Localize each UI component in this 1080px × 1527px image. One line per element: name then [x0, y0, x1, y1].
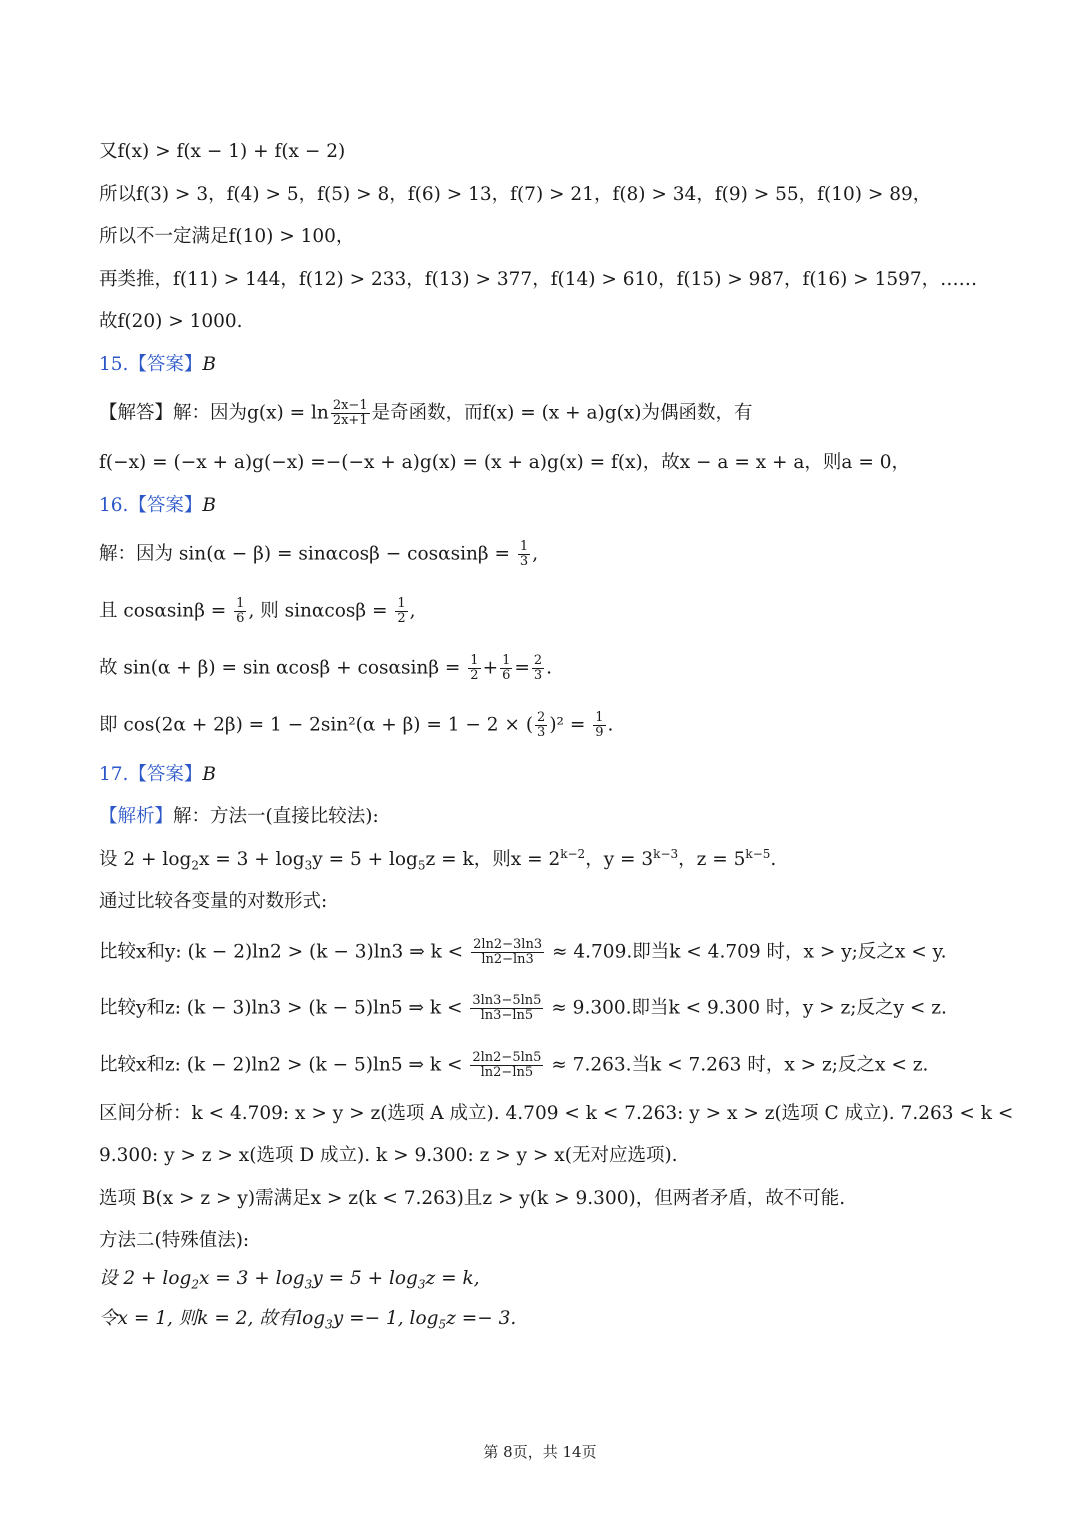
line-text: 选项 B(x > z > y)需满足x > z(k < 7.263)且z > y(k > 9.300)，但两者矛盾，故不可能. — [99, 1188, 846, 1209]
fraction — [532, 654, 544, 683]
text-segment: , — [409, 600, 416, 622]
page-footer — [0, 1441, 1080, 1462]
fraction — [331, 399, 370, 428]
line-text: 故f(20) > 1000. — [99, 311, 243, 332]
text-segment: . — [770, 849, 777, 870]
q17-line-3 — [99, 888, 1020, 916]
denominator: ln2−ln5 — [480, 1065, 534, 1080]
fraction — [471, 938, 544, 967]
q17-line-1 — [99, 803, 1020, 831]
text-segment: y = 5 + log — [312, 1268, 418, 1289]
q17-range-line-1 — [99, 1100, 1020, 1128]
q17-method-2-line-2 — [99, 1305, 1020, 1333]
text-segment: z =− 3. — [446, 1308, 517, 1329]
superscript: k−3 — [653, 846, 679, 861]
fraction — [470, 1051, 543, 1080]
subscript: 5 — [438, 1317, 447, 1332]
text-segment: 比较y和z: (k − 3)ln3 > (k − 5)ln5 ⇒ k < — [99, 997, 469, 1019]
line-text: 9.300: y > z > x(选项 D 成立). k > 9.300: z > y > x(无对应选项). — [99, 1145, 678, 1166]
line-text: 区间分析：k < 4.709: x > y > z(选项 A 成立). 4.709 < k < 7.263: y > x > z(选项 C 成立). 7.263 < k < — [99, 1103, 1014, 1124]
q17-compare-xz — [99, 1051, 1020, 1080]
line-text: 通过比较各变量的对数形式: — [99, 891, 328, 912]
answer-label: 15.【答案】 — [99, 354, 203, 375]
denominator: 9 — [595, 725, 604, 740]
text-segment: y = 5 + log — [312, 849, 418, 870]
text-line — [99, 138, 1020, 166]
numerator: 1 — [595, 710, 604, 725]
q15-answer-heading — [99, 351, 1020, 379]
superscript: k−5 — [745, 846, 771, 861]
denominator: ln2−ln3 — [481, 952, 534, 967]
text-segment: 设 2 + log — [99, 1268, 192, 1289]
text-segment: z = k, — [425, 1268, 480, 1289]
denominator: 2x+1 — [332, 413, 368, 428]
subscript: 5 — [417, 858, 426, 873]
q17-range-line-2 — [99, 1142, 1020, 1170]
numerator: 1 — [502, 653, 511, 668]
answer-value: B — [202, 354, 217, 375]
text-line — [99, 223, 1020, 251]
text-segment: + — [482, 657, 499, 679]
text-line — [99, 308, 1020, 336]
denominator: 6 — [236, 611, 245, 626]
answer-label: 17.【答案】 — [99, 764, 203, 785]
subscript: 3 — [325, 1317, 333, 1332]
numerator: 2x−1 — [332, 398, 368, 413]
text-segment: 比较x和y: (k − 2)ln2 > (k − 3)ln3 ⇒ k < — [99, 941, 470, 963]
fraction — [468, 654, 480, 683]
denominator: 6 — [502, 668, 511, 683]
text-segment: 即 cos(2α + 2β) = 1 − 2sin²(α + β) = 1 − 2 × ( — [99, 714, 534, 736]
line-text: 再类推，f(11) > 144，f(12) > 233，f(13) > 377，f(14) > 610，f(15) > 987，f(16) > 1597，…… — [99, 269, 978, 290]
fraction — [593, 711, 605, 740]
q16-line-2 — [99, 597, 1020, 626]
analysis-label: 【解析】 — [99, 806, 174, 827]
text-segment: , — [532, 543, 539, 565]
subscript: 2 — [191, 1277, 199, 1292]
page-number: 第 8页，共 14页 — [483, 1443, 597, 1461]
text-segment: 设 2 + log — [99, 849, 192, 870]
subscript: 3 — [417, 1277, 426, 1292]
numerator: 1 — [397, 596, 406, 611]
text-segment: 解：因为g(x) = ln — [173, 402, 329, 424]
numerator: 2ln2−5ln5 — [472, 1050, 542, 1065]
fraction — [470, 994, 543, 1023]
denominator: 3 — [533, 668, 543, 683]
q17-method-2-heading — [99, 1227, 1020, 1255]
text-segment: ，y = 3 — [585, 849, 654, 870]
numerator: 1 — [470, 653, 479, 668]
text-segment: 且 cosαsinβ = — [99, 600, 233, 622]
numerator: 2 — [537, 710, 546, 725]
numerator: 1 — [236, 596, 245, 611]
q17-compare-xy — [99, 938, 1020, 967]
line-text: 所以不一定满足f(10) > 100， — [99, 226, 355, 247]
denominator: 2 — [397, 611, 406, 626]
text-segment: . — [546, 657, 553, 679]
text-segment: z = k，则x = 2 — [425, 849, 561, 870]
text-segment: ≈ 7.263.当k < 7.263 时，x > z;反之x < z. — [545, 1054, 929, 1076]
denominator: 3 — [537, 725, 546, 740]
text-segment: y =− 1, log — [332, 1308, 439, 1329]
q17-answer-heading — [99, 761, 1020, 789]
q17-compare-yz — [99, 994, 1020, 1023]
text-segment: x = 3 + log — [198, 1268, 305, 1289]
answer-value: B — [202, 495, 217, 516]
line-text: 方法二(特殊值法): — [99, 1230, 250, 1251]
q17-line-2 — [99, 846, 1020, 874]
text-segment: = — [514, 657, 530, 679]
fraction — [518, 540, 530, 569]
text-segment: 比较x和z: (k − 2)ln2 > (k − 5)ln5 ⇒ k < — [99, 1054, 469, 1076]
text-segment: )² = — [549, 714, 592, 736]
text-segment: 解：方法一(直接比较法): — [173, 806, 379, 827]
superscript: k−2 — [560, 846, 586, 861]
text-segment: 解：因为 sin(α − β) = sinαcosβ − cosαsinβ = — [99, 543, 516, 565]
text-segment: x = 3 + log — [198, 849, 305, 870]
line-text: f(−x) = (−x + a)g(−x) =−(−x + a)g(x) = (x + a)g(x) = f(x)，故x − a = x + a，则a = 0， — [99, 452, 910, 473]
subscript: 2 — [191, 858, 199, 873]
answer-label: 16.【答案】 — [99, 495, 203, 516]
numerator: 2ln2−3ln3 — [473, 937, 543, 952]
text-segment: , 则 sinαcosβ = — [248, 600, 394, 622]
text-segment: 是奇函数，而f(x) = (x + a)g(x)为偶函数，有 — [371, 402, 753, 424]
text-segment: ≈ 4.709.即当k < 4.709 时，x > y;反之x < y. — [546, 941, 947, 963]
q16-line-1 — [99, 540, 1020, 569]
denominator: 3 — [519, 554, 529, 569]
text-segment: ，z = 5 — [678, 849, 746, 870]
solution-label: 【解答】 — [99, 402, 174, 424]
line-text: 又f(x) > f(x − 1) + f(x − 2) — [99, 141, 346, 162]
numerator: 1 — [519, 539, 529, 554]
numerator: 2 — [533, 653, 543, 668]
q15-solution-line — [99, 399, 1020, 428]
subscript: 3 — [304, 1277, 313, 1292]
fraction — [535, 711, 547, 740]
q17-range-line-3 — [99, 1185, 1020, 1213]
q15-solution-line-2 — [99, 449, 1020, 477]
text-segment: . — [607, 714, 614, 736]
denominator: 2 — [470, 668, 479, 683]
text-segment: 故 sin(α + β) = sin αcosβ + cosαsinβ = — [99, 657, 467, 679]
fraction — [234, 597, 246, 626]
q17-method-2-line-1 — [99, 1265, 1020, 1293]
fraction — [500, 654, 512, 683]
q16-answer-heading — [99, 492, 1020, 520]
line-text: 所以f(3) > 3，f(4) > 5，f(5) > 8，f(6) > 13，f(7) > 21，f(8) > 34，f(9) > 55，f(10) > 89， — [99, 184, 932, 205]
q16-line-4 — [99, 711, 1020, 740]
answer-value: B — [202, 764, 217, 785]
denominator: ln3−ln5 — [480, 1008, 534, 1023]
subscript: 3 — [304, 858, 313, 873]
text-segment: ≈ 9.300.即当k < 9.300 时，y > z;反之y < z. — [545, 997, 947, 1019]
text-segment: 令x = 1, 则k = 2, 故有log — [99, 1308, 326, 1329]
text-line — [99, 266, 1020, 294]
q16-line-3 — [99, 654, 1020, 683]
numerator: 3ln3−5ln5 — [472, 993, 542, 1008]
fraction — [395, 597, 407, 626]
text-line — [99, 181, 1020, 209]
